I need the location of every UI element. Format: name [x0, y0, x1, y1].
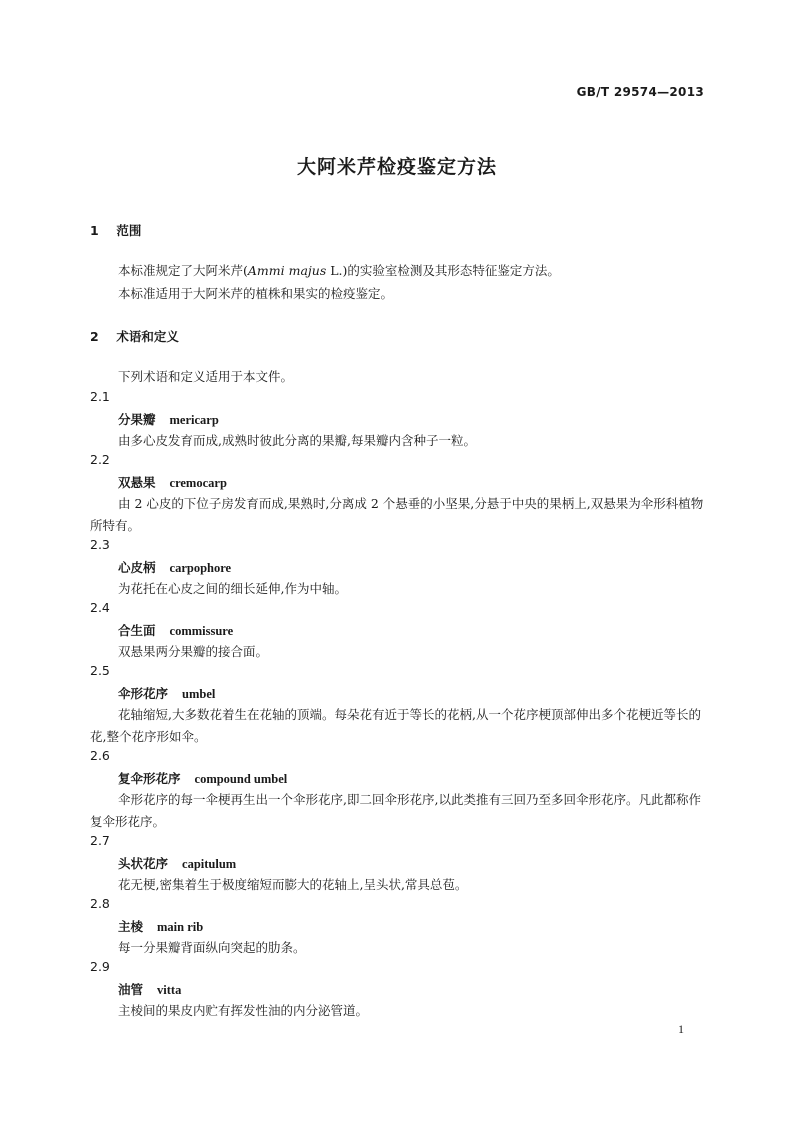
clause-number: 2.4: [90, 600, 110, 615]
term-entry: [118, 769, 287, 787]
term-entry: [118, 558, 231, 576]
term-definition: 双悬果两分果瓣的接合面。: [118, 644, 269, 659]
term-zh: 合生面: [118, 623, 156, 638]
term-entry: [118, 473, 227, 491]
clause-number: 2.9: [90, 959, 110, 974]
term-en: mericarp: [169, 413, 219, 427]
term-zh: 双悬果: [118, 475, 156, 490]
section-title: 范围: [116, 223, 142, 238]
section-number: 2: [90, 329, 99, 344]
standard-code: GB/T 29574—2013: [576, 85, 704, 99]
term-entry: [118, 917, 203, 935]
section-2-heading: [90, 327, 179, 345]
term-definition: 每一分果瓣背面纵向突起的肋条。: [118, 940, 306, 955]
scope-paragraph-2: 本标准适用于大阿米芹的植株和果实的检疫鉴定。: [118, 286, 394, 301]
term-entry: [118, 410, 219, 428]
term-entry: [118, 980, 181, 998]
term-definition: 由 2 心皮的下位子房发育而成,果熟时,分离成 2 个悬垂的小坚果,分悬于中央的果柄上,双悬果为伞形科植物所特有。: [90, 496, 704, 533]
term-en: compound umbel: [194, 772, 288, 786]
clause-number: 2.2: [90, 452, 110, 467]
term-definition: 主棱间的果皮内贮有挥发性油的内分泌管道。: [118, 1003, 369, 1018]
term-definition: 为花托在心皮之间的细长延伸,作为中轴。: [118, 581, 347, 596]
term-entry: [118, 621, 233, 639]
term-en: main rib: [157, 920, 204, 934]
terms-intro: 下列术语和定义适用于本文件。: [118, 369, 294, 384]
scope-text: L.)的实验室检测及其形态特征鉴定方法。: [326, 263, 560, 278]
section-1-heading: [90, 221, 141, 239]
term-en: capitulum: [182, 857, 237, 871]
term-zh: 油管: [118, 982, 144, 997]
term-entry: [118, 854, 236, 872]
latin-name: Ammi majus: [247, 263, 327, 278]
term-zh: 头状花序: [118, 856, 169, 871]
section-title: 术语和定义: [116, 329, 179, 344]
clause-number: 2.5: [90, 663, 110, 678]
term-en: cremocarp: [169, 476, 227, 490]
term-en: vitta: [157, 983, 182, 997]
clause-number: 2.3: [90, 537, 110, 552]
scope-text: 本标准规定了大阿米芹(: [118, 263, 248, 278]
term-en: umbel: [182, 687, 216, 701]
section-number: 1: [90, 223, 99, 238]
clause-number: 2.1: [90, 389, 110, 404]
term-zh: 分果瓣: [118, 412, 156, 427]
term-entry: [118, 684, 215, 702]
term-definition: 花无梗,密集着生于极度缩短而膨大的花轴上,呈头状,常具总苞。: [118, 877, 468, 892]
term-definition: 伞形花序的每一伞梗再生出一个伞形花序,即二回伞形花序,以此类推有三回乃至多回伞形花序。凡此都称作复伞形花序。: [90, 792, 701, 829]
clause-number: 2.7: [90, 833, 110, 848]
term-definition: 由多心皮发育而成,成熟时彼此分离的果瓣,每果瓣内含种子一粒。: [118, 433, 476, 448]
scope-paragraph-1: [118, 260, 708, 282]
term-definition: 花轴缩短,大多数花着生在花轴的顶端。每朵花有近于等长的花柄,从一个花序梗顶部伸出多个花梗近等长的花,整个花序形如伞。: [90, 707, 701, 744]
clause-number: 2.6: [90, 748, 110, 763]
term-zh: 复伞形花序: [118, 771, 181, 786]
term-en: commissure: [169, 624, 234, 638]
document-title: 大阿米芹检疫鉴定方法: [296, 156, 497, 178]
term-zh: 伞形花序: [118, 686, 169, 701]
page-number: 1: [678, 1022, 684, 1036]
clause-number: 2.8: [90, 896, 110, 911]
term-en: carpophore: [169, 561, 232, 575]
term-zh: 心皮柄: [118, 560, 156, 575]
term-zh: 主棱: [118, 919, 144, 934]
